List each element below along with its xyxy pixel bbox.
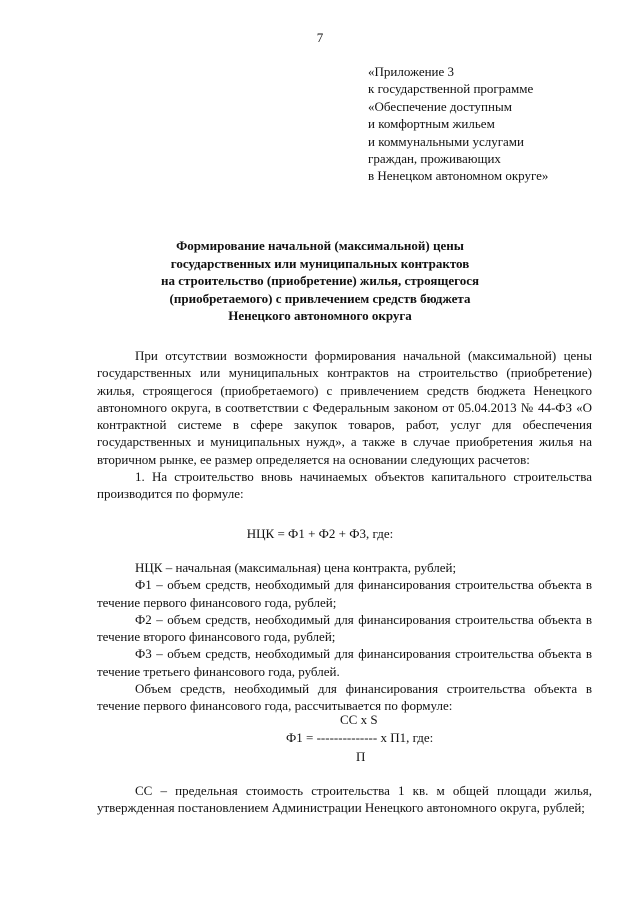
cc-block: [97, 782, 592, 817]
definition-f1: Ф1 – объем средств, необходимый для финансирования строительства объекта в течение первого финансового года, рублей;: [97, 577, 592, 610]
appendix-line: к государственной программе: [368, 81, 534, 97]
calc-intro-paragraph: Объем средств, необходимый для финансирования строительства объекта в течение первого финансового года, рассчитывается по формуле:: [97, 681, 592, 714]
document-title: [90, 237, 550, 325]
title-line: на строительство (приобретение) жилья, строящегося: [160, 273, 480, 289]
title-line: государственных или муниципальных контрактов: [170, 255, 470, 271]
appendix-line: в Ненецком автономном округе»: [368, 168, 549, 184]
title-line: Формирование начальной (максимальной) цены: [176, 238, 464, 253]
intro-paragraph: При отсутствии возможности формирования начальной (максимальной) цены государственных или муниципальных контрактов на строительство (приобретение) жилья, строящегося (приобретаемого) с привлечением средств бюджета Ненецкого автономного округа, в соответствии с Федеральным законом от 05.04.2013 № 44-ФЗ «О контрактной системе в сфере закупок товаров, работ, услуг для обеспечения государственных и муниципальных нужд», а также в случае приобретения жилья на вторичном рынке, ее размер определяется на основании следующих расчетов:: [97, 348, 592, 467]
definition-cc: СС – предельная стоимость строительства 1 кв. м общей площади жилья, утвержденная постановлением Администрации Ненецкого автономного округа, рублей;: [97, 783, 592, 816]
intro-block: [97, 347, 592, 503]
definition-f3: Ф3 – объем средств, необходимый для финансирования строительства объекта в течение третьего финансового года, рублей.: [97, 646, 592, 679]
definition-f2: Ф2 – объем средств, необходимый для финансирования строительства объекта в течение второго финансового года, рублей;: [97, 611, 592, 645]
appendix-line: и коммунальными услугами: [368, 133, 524, 149]
appendix-line: и комфортным жильем: [368, 116, 495, 132]
appendix-line: граждан, проживающих: [368, 151, 501, 167]
formula-f1-denominator: П: [356, 749, 366, 764]
appendix-line: «Обеспечение доступным: [368, 98, 512, 114]
appendix-header: [368, 63, 548, 185]
page-number: 7: [316, 30, 324, 45]
definitions-block: [97, 559, 592, 715]
formula-f1-line: Ф1 = -------------- x П1, где:: [286, 730, 434, 745]
formula-nck: НЦК = Ф1 + Ф2 + Ф3, где:: [246, 526, 394, 541]
appendix-line: «Приложение 3: [368, 64, 455, 79]
title-line: (приобретаемого) с привлечением средств бюджета: [169, 290, 471, 306]
title-line: Ненецкого автономного округа: [228, 308, 412, 324]
item-1-paragraph: 1. На строительство вновь начинаемых объектов капитального строительства производится по формуле:: [97, 469, 592, 502]
definition-nck: НЦК – начальная (максимальная) цена контракта, рублей;: [135, 560, 457, 575]
formula-f1-numerator: CC x S: [340, 712, 378, 727]
